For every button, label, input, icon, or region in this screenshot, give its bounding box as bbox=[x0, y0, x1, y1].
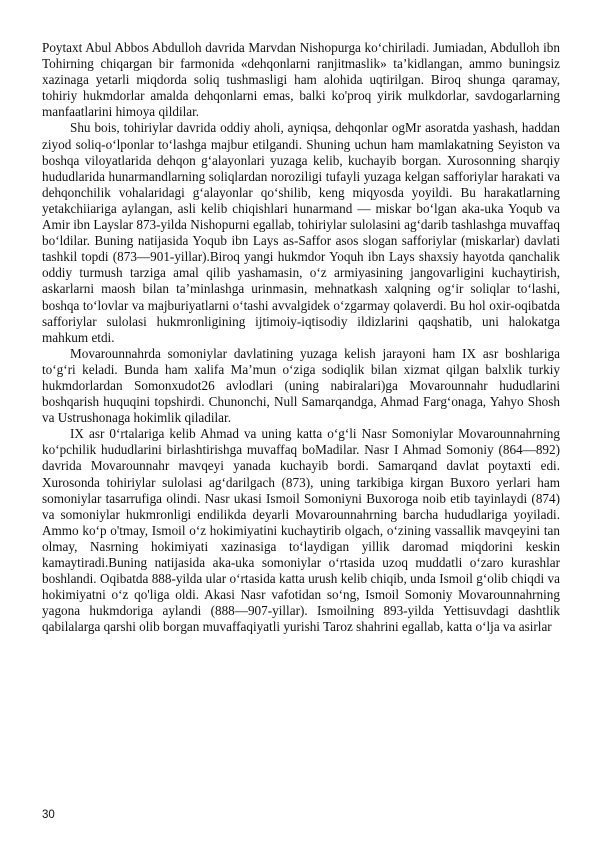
paragraph-4: IX asr 0‘rtalariga kelib Ahmad va uning katta o‘g‘li Nasr Somoniylar Movarounnahrning ko‘pchilik hududlarini birlashtirishga muvaffaq boMadilar. Nasr I Ahmad Somoniy (864—892) davrida Movarounnahr mavqeyi yanada kuchayib bordi. Samarqand davlat poytaxti edi. Xurosonda tohiriylar sulolasi ag‘darilgach (873), uning tarkibiga kirgan Buxoro yerlari ham somoniylar tasarrufiga olindi. Nasr ukasi Ismoil Somoniyni Buxoroga noib etib tayinlaydi (874) va somoniylar hukmronligi endilikda deyarli Movarounnahrning barcha hududlariga yoyiladi. Ammo ko‘p o'tmay, Ismoil o‘z hokimiyatini kuchaytirib olgach, o‘zining vassallik mavqeyini tan olmay, Nasrning hokimiyati xazinasiga to‘laydigan yillik daromad miqdorini keskin kamaytiradi.Buning natijasida aka-uka somoniylar o‘rtasida uzoq muddatli o‘zaro kurashlar boshlandi. Oqibatda 888-yilda ular o‘rtasida katta urush kelib chiqib, unda Ismoil g‘olib chiqdi va hokimiyatni o‘z qo'liga oldi. Akasi Nasr vafotidan so‘ng, Ismoil Somoniy Movarounnahrning yagona hukmdoriga aylandi (888—907-yillar). Ismoilning 893-yilda Yettisuvdagi dashtlik qabilalarga qarshi olib borgan muvaffaqiyatli yurishi Taroz shahrini egallab, katta o‘lja va asirlar bbox=[42, 426, 560, 635]
paragraph-3: Movarounnahrda somoniylar davlatining yuzaga kelish jarayoni ham IX asr boshlariga to‘g‘ri keladi. Bunda ham xalifa Ma’mun o‘ziga sodiqlik bilan xizmat qilgan balxlik turkiy hukmdorlardan Somonxudot26 avlodlari (uning nabiralari)ga Movarounnahr hududlarini boshqarish huquqini topshirdi. Chunonchi, Null Samarqandga, Ahmad Farg‘onaga, Yahyo Shosh va Ustrushonaga hokimlik qiladilar. bbox=[42, 345, 560, 426]
page-number: 30 bbox=[42, 809, 55, 821]
paragraph-1: Poytaxt Abul Abbos Abdulloh davrida Marvdan Nishopurga ko‘chiriladi. Jumiadan, Abdulloh ibn Tohirning chiqargan bir farmonida «dehqonlarni ranjitmaslik» ta’kidlangan, ammo buningsiz xazinaga yetarli miqdorda soliq tushmasligi ham alohida uqtirilgan. Biroq shunga qaramay, tohiriy hukmdorlar amalda dehqonlarni emas, balki ko'proq yirik mulkdorlar, savdogarlarning manfaatlarini himoya qildilar. bbox=[42, 40, 560, 120]
document-body bbox=[42, 40, 560, 635]
paragraph-2: Shu bois, tohiriylar davrida oddiy aholi, ayniqsa, dehqonlar ogMr asoratda yashash, haddan ziyod soliq-o‘lponlar to‘lashga majbur etilgandi. Shuning uchun ham mamlakatning Seyiston va boshqa viloyatlarida dehqon g‘alayonlari yuzaga kelib, kuchayib borgan. Xurosonning sharqiy hududlarida hunarmandlarning soliqlardan noroziligi tufayli yuzaga kelgan safforiylar harakati va dehqonchilik vohalaridagi g‘alayonlar qo‘shilib, keng miqyosda yoyildi. Bu harakatlarning yetakchiiariga aylangan, asli kelib chiqishlari hunarmand — miskar bo‘lgan aka-uka Yoqub va Amir ibn Layslar 873-yilda Nishopurni egallab, tohiriylar sulolasini ag‘darib tashlashga muvaffaq bo‘ldilar. Buning natijasida Yoqub ibn Lays as-Saffor asos slogan safforiylar (miskarlar) davlati tashkil topdi (873—901-yillar).Biroq yangi hukmdor Yoquh ibn Lays shaxsiy hayotda qanchalik oddiy turmush tarziga amal qilib yashamasin, o‘z armiyasining jangovarligini kuchaytirish, askarlarni maosh bilan ta’minlashga urinmasin, mehnatkash xalqning og‘ir soliqlar to‘lashi, boshqa to‘lovlar va majburiyatlarni o‘tashi avvalgidek o‘zgarmay qolaverdi. Bu hol oxir-oqibatda safforiylar sulolasi hukmronligining ijtimoiy-iqtisodiy ildizlarini qaqshatib, uni halokatga mahkum etdi. bbox=[42, 120, 560, 345]
